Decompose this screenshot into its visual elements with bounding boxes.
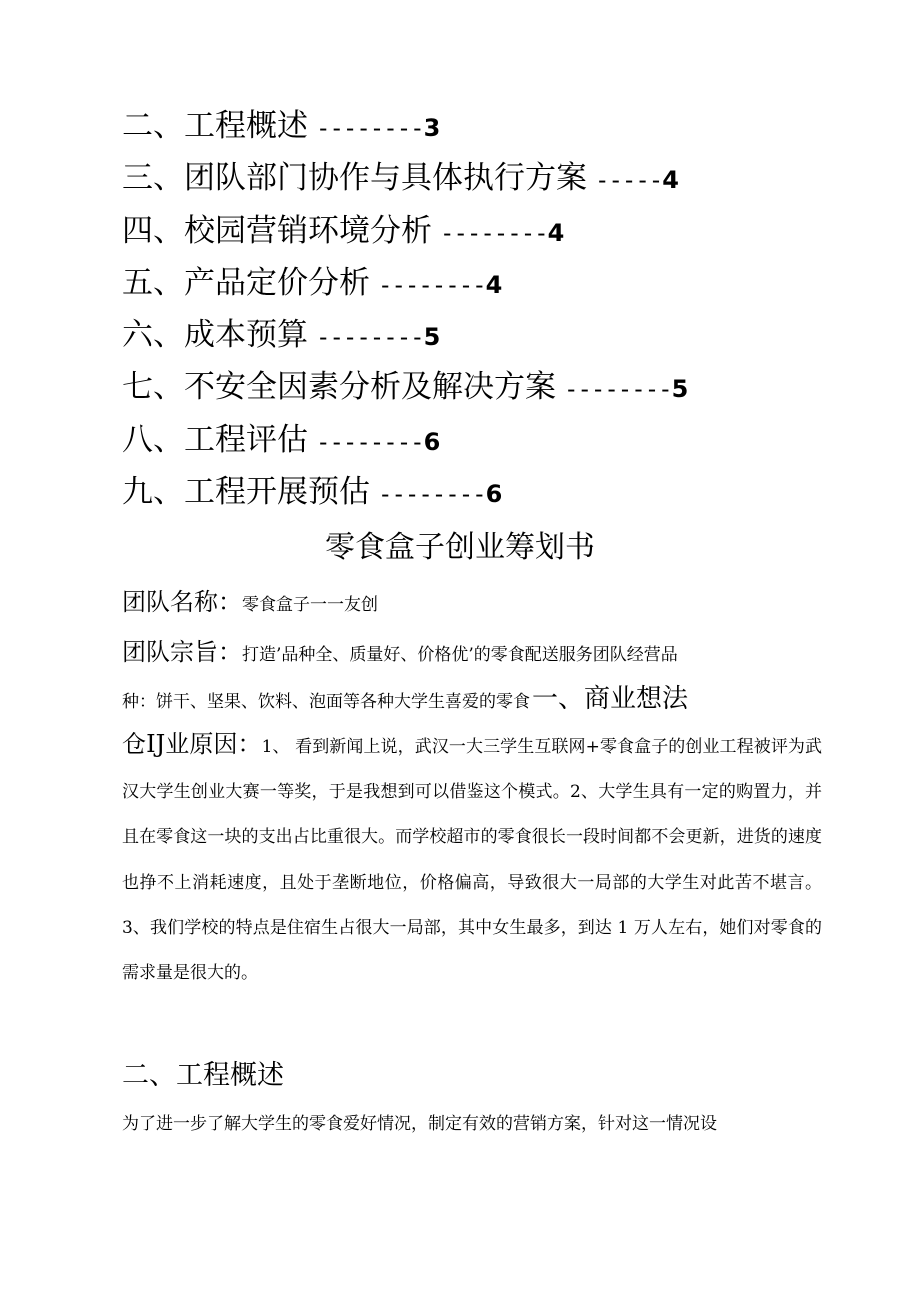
toc-page-number: 4 [485,270,503,299]
toc-entry[interactable] [122,205,882,257]
document-title: 零食盒子创业筹划书 [325,530,595,565]
section-heading-business-idea: 一、商业想法 [532,684,689,714]
toc-leader: -------- [378,270,486,299]
team-name-line [122,582,378,617]
toc-page-number: 4 [662,166,679,195]
toc-entry[interactable] [122,152,882,204]
toc-entry-title: 五、产品定价分析 [122,264,370,301]
team-purpose-label: 团队宗旨： [122,638,242,666]
toc-page-number: 3 [423,114,441,142]
toc-entry[interactable] [122,361,882,413]
toc-page-number: 5 [671,375,689,404]
section-heading-project-overview: 二、工程概述 [122,1060,284,1091]
toc-entry[interactable] [122,309,882,361]
toc-entry[interactable] [122,466,882,518]
toc-entry-title: 九、工程开展预估 [122,474,370,511]
toc-page-number: 6 [423,427,441,456]
toc-entry[interactable] [122,414,882,466]
toc-entry-title: 六、成本预算 [122,317,308,354]
toc-page-number: 6 [485,480,503,509]
toc-leader: -------- [440,218,548,247]
toc-leader: -------- [316,323,424,352]
purpose-continuation-line [122,678,688,715]
toc-leader: -------- [316,427,424,456]
toc-page-number: 5 [423,323,441,352]
reason-text: 1、 看到新闻上说，武汉一大三学生互联网+零食盒子的创业工程被评为武汉大学生创业大赛一等奖，于是我想到可以借鉴这个模式。2、大学生具有一定的购置力，并且在零食这一块的支出占比重很大。而学校超市的零食很长一段时间都不会更新，进货的速度也挣不上消耗速度，且处于垄断地位，价格偏高，导致很大一局部的大学生对此苦不堪言。3、我们学校的特点是住宿生占很大一局部，其中女生最多，到达 1 万人左右，她们对零食的需求量是很大的。 [122,737,822,984]
toc-page-number: 4 [547,218,565,247]
purpose-continuation: 种：饼干、坚果、饮料、泡面等各种大学生喜爱的零食 [122,692,530,712]
team-purpose-line [122,632,678,667]
toc-leader: ----- [595,166,663,195]
reason-label: 仓IJ业原因： [122,730,262,758]
toc-entry-title: 七、不安全因素分析及解决方案 [122,369,556,406]
business-reason-paragraph [122,722,822,996]
toc-entry-title: 八、工程评估 [122,421,308,458]
toc-leader: -------- [564,375,672,404]
toc-entry-title: 三、团队部门协作与具体执行方案 [122,160,587,197]
toc-entry-title: 二、工程概述 [122,108,308,144]
table-of-contents [122,100,882,518]
team-purpose-value: 打造’品种全、质量好、价格优’的零食配送服务团队经营品 [242,645,678,665]
toc-entry[interactable] [122,100,882,152]
toc-leader: -------- [378,480,486,509]
toc-entry[interactable] [122,257,882,309]
team-name-value: 零食盒子一一友创 [242,595,378,615]
toc-leader: -------- [316,114,424,142]
project-overview-paragraph: 为了进一步了解大学生的零食爱好情况，制定有效的营销方案，针对这一情况设 [122,1114,717,1134]
toc-entry-title: 四、校园营销环境分析 [122,212,432,249]
team-name-label: 团队名称： [122,588,242,616]
